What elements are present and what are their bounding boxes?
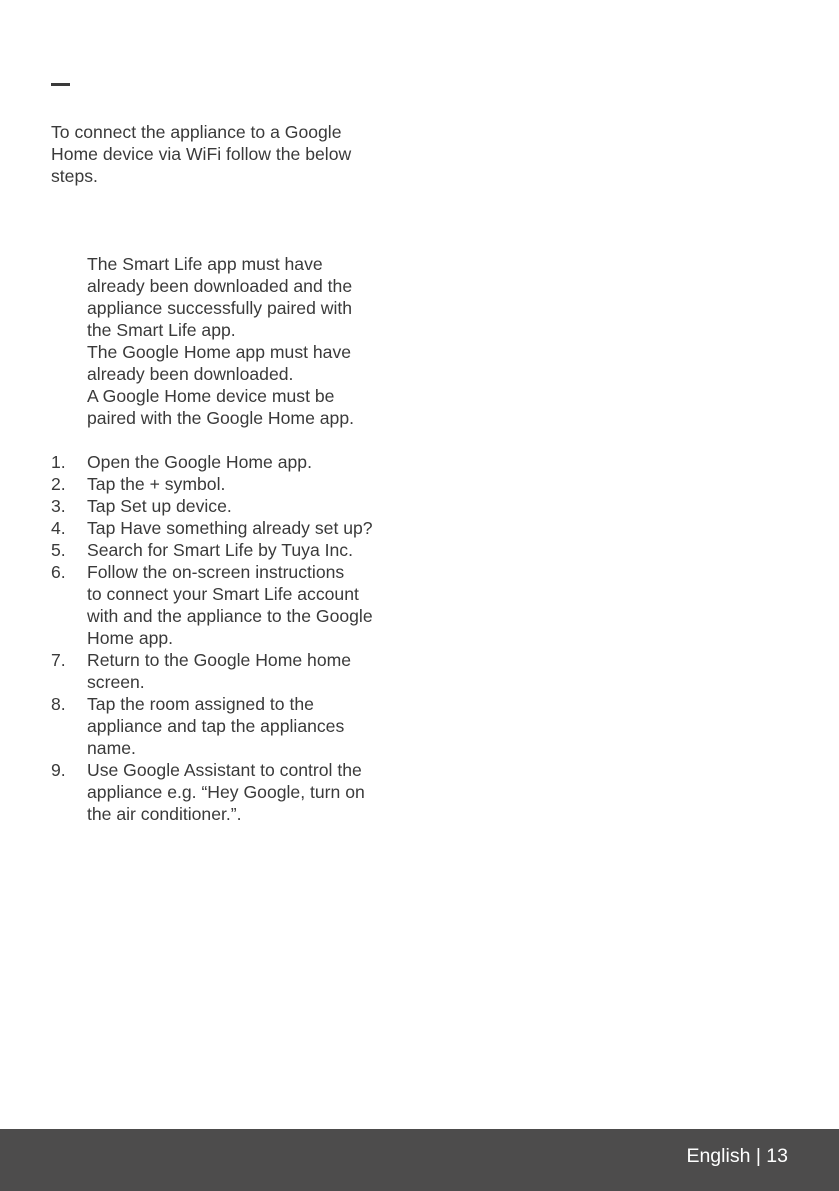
step-number: 4. xyxy=(51,518,66,538)
step-number: 7. xyxy=(51,650,66,670)
steps-list xyxy=(51,451,373,825)
step-number: 2. xyxy=(51,474,66,494)
step-item xyxy=(51,451,373,473)
step-line: Open the Google Home app. xyxy=(87,452,312,472)
step-line: Tap the room assigned to the xyxy=(87,694,314,714)
step-line: to connect your Smart Life account xyxy=(87,584,359,604)
section-heading-dash xyxy=(51,83,70,86)
step-text xyxy=(87,539,353,561)
intro-line: To connect the appliance to a Google xyxy=(51,122,342,142)
step-line: appliance e.g. “Hey Google, turn on xyxy=(87,782,365,802)
step-item xyxy=(51,495,373,517)
step-number: 8. xyxy=(51,694,66,714)
prerequisites-block xyxy=(87,253,354,429)
intro-line: Home device via WiFi follow the below xyxy=(51,144,352,164)
step-number: 6. xyxy=(51,562,66,582)
step-text xyxy=(87,693,344,759)
step-text xyxy=(87,473,225,495)
prerequisite-line: paired with the Google Home app. xyxy=(87,408,354,428)
prerequisite-line: The Google Home app must have xyxy=(87,342,352,362)
step-line: Home app. xyxy=(87,628,174,648)
step-item xyxy=(51,539,373,561)
step-item xyxy=(51,561,373,649)
step-number: 3. xyxy=(51,496,66,516)
step-number: 9. xyxy=(51,760,66,780)
step-line: Search for Smart Life by Tuya Inc. xyxy=(87,540,353,560)
prerequisite-line: The Smart Life app must have xyxy=(87,254,323,274)
step-line: Tap Set up device. xyxy=(87,496,232,516)
step-text xyxy=(87,561,373,649)
step-text xyxy=(87,495,232,517)
prerequisite-line: already been downloaded. xyxy=(87,364,294,384)
step-line: Return to the Google Home home xyxy=(87,650,352,670)
intro-paragraph xyxy=(51,121,411,187)
prerequisite-line: the Smart Life app. xyxy=(87,320,236,340)
step-item xyxy=(51,473,373,495)
step-item xyxy=(51,693,373,759)
step-line: Use Google Assistant to control the xyxy=(87,760,362,780)
step-item xyxy=(51,759,373,825)
prerequisite-line: A Google Home device must be xyxy=(87,386,335,406)
prerequisite-line: appliance successfully paired with xyxy=(87,298,353,318)
step-text xyxy=(87,649,351,693)
page-number-label: English | 13 xyxy=(686,1145,788,1167)
step-line: name. xyxy=(87,738,136,758)
step-number: 1. xyxy=(51,452,66,472)
page-footer-bar xyxy=(0,1129,839,1191)
step-line: Follow the on-screen instructions xyxy=(87,562,345,582)
step-line: Tap Have something already set up? xyxy=(87,518,373,538)
step-line: with and the appliance to the Google xyxy=(87,606,373,626)
step-item xyxy=(51,649,373,693)
intro-line: steps. xyxy=(51,166,98,186)
step-line: Tap the + symbol. xyxy=(87,474,226,494)
step-line: screen. xyxy=(87,672,145,692)
step-line: the air conditioner.”. xyxy=(87,804,242,824)
prerequisite-line: already been downloaded and the xyxy=(87,276,353,296)
step-text xyxy=(87,451,312,473)
step-number: 5. xyxy=(51,540,66,560)
step-item xyxy=(51,517,373,539)
step-text xyxy=(87,517,373,539)
step-line: appliance and tap the appliances xyxy=(87,716,345,736)
step-text xyxy=(87,759,365,825)
